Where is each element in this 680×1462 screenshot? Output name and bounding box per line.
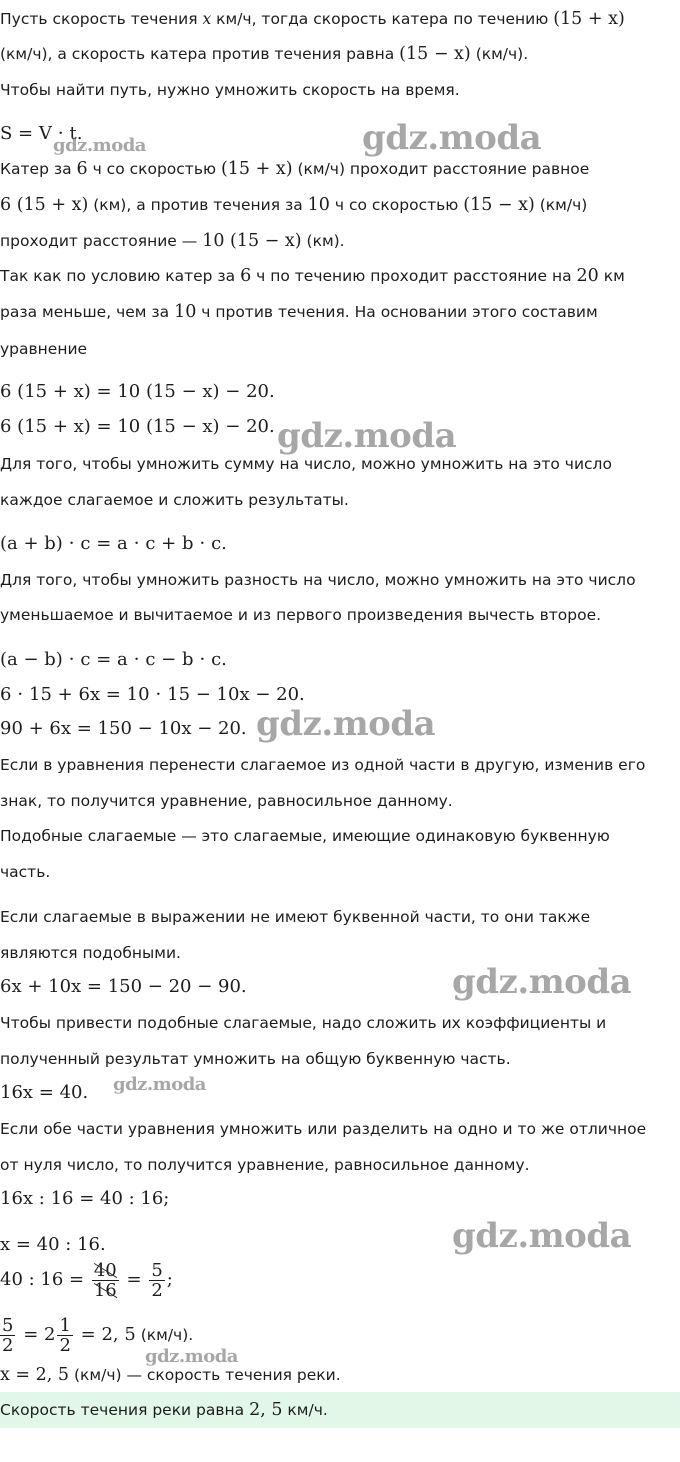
text-line: x = 2, 5 (км/ч) — скорость течения реки. [0, 1365, 341, 1385]
text-line: 6 (15 + x) (км), а против течения за 10 ч со скоростью (15 − x) (км/ч) [0, 195, 588, 215]
equation-line: 16x : 16 = 40 : 16; [0, 1188, 170, 1209]
equation-line: 90 + 6x = 150 − 10x − 20. [0, 718, 247, 739]
watermark-logo: gdz.moda [452, 962, 632, 1002]
text-line: Если в уравнения перенести слагаемое из одной части в другую, изменив его [0, 756, 646, 774]
text-line: Пусть скорость течения x км/ч, тогда скорость катера по течению (15 + x) [0, 9, 625, 29]
equation-line: 6 (15 + x) = 10 (15 − x) − 20. [0, 416, 275, 437]
answer-text: Скорость течения реки равна 2, 5 км/ч. [0, 1400, 328, 1420]
text-line: каждое слагаемое и сложить результаты. [0, 491, 349, 509]
fraction-40-16: $\frac{40}{16}$ [93, 1259, 117, 1301]
watermark-logo: gdz.moda [256, 704, 436, 744]
text-line: являются подобными. [0, 944, 181, 962]
text-line: от нуля число, то получится уравнение, равносильное данному. [0, 1156, 530, 1174]
watermark-logo: gdz.moda [277, 416, 457, 456]
text-line: Для того, чтобы умножить разность на число, можно умножить на это число [0, 571, 636, 589]
text-line: часть. [0, 863, 51, 881]
fraction-1-2: $\frac{1}{2}$ [59, 1314, 71, 1356]
text-line: Если обе части уравнения умножить или разделить на одно и то же отличное [0, 1120, 647, 1138]
text-line: (км/ч), а скорость катера против течения равна (15 − x) (км/ч). [0, 44, 529, 64]
formula-line: (a + b) ⋅ c = a ⋅ c + b ⋅ c. [0, 533, 227, 554]
text-line: Чтобы найти путь, нужно умножить скорость на время. [0, 81, 460, 99]
fraction-equation-line: 40 : 16 = $\frac{40}{16}$ = $\frac{5}{2}$ ; [0, 1259, 173, 1301]
text-line: уменьшаемое и вычитаемое и из первого произведения вычесть второе. [0, 606, 602, 624]
math-expr: (15 + x) [553, 9, 625, 29]
text-line: Если слагаемые в выражении не имеют буквенной части, то они также [0, 908, 591, 926]
equation-line: x = 40 : 16. [0, 1234, 106, 1255]
equation-line: 6x + 10x = 150 − 20 − 90. [0, 976, 247, 997]
equation-line: 6 ⋅ 15 + 6x = 10 ⋅ 15 − 10x − 20. [0, 684, 305, 705]
fraction-5-2: $\frac{5}{2}$ [2, 1314, 14, 1356]
text-line: Так как по условию катер за 6 ч по течению проходит расстояние на 20 км [0, 266, 625, 286]
text-line: уравнение [0, 340, 88, 358]
text-line: полученный результат умножить на общую буквенную часть. [0, 1050, 511, 1068]
equation-line: 6 (15 + x) = 10 (15 − x) − 20. [0, 381, 275, 402]
text-line: знак, то получится уравнение, равносильное данному. [0, 792, 453, 810]
watermark-logo: gdz.moda [53, 135, 146, 156]
formula-line: (a − b) ⋅ c = a ⋅ c − b ⋅ c. [0, 649, 227, 670]
formula-line: S = V ⋅ t. [0, 123, 83, 144]
equation-line: 16x = 40. [0, 1082, 89, 1103]
text-line: Для того, чтобы умножить сумму на число, можно умножить на это число [0, 455, 612, 473]
watermark-logo: gdz.moda [145, 1346, 238, 1367]
math-var-x: x [202, 10, 212, 28]
fraction-equation-line: $\frac{5}{2}$ = 2 $\frac{1}{2}$ = 2, 5 (км/ч). [2, 1314, 194, 1356]
math-expr: (15 − x) [399, 44, 471, 64]
text-line: раза меньше, чем за 10 ч против течения. На основании этого составим [0, 302, 598, 322]
fraction-5-2: $\frac{5}{2}$ [151, 1259, 163, 1301]
watermark-logo: gdz.moda [452, 1216, 632, 1256]
text-line: Подобные слагаемые — это слагаемые, имеющие одинаковую буквенную [0, 827, 610, 845]
watermark-logo: gdz.moda [362, 118, 542, 158]
answer-box [0, 1392, 680, 1428]
watermark-logo: gdz.moda [113, 1074, 206, 1095]
text-line: Катер за 6 ч со скоростью (15 + x) (км/ч) проходит расстояние равное [0, 159, 590, 179]
text-line: Чтобы привести подобные слагаемые, надо сложить их коэффициенты и [0, 1014, 607, 1032]
text-line: проходит расстояние — 10 (15 − x) (км). [0, 231, 345, 251]
